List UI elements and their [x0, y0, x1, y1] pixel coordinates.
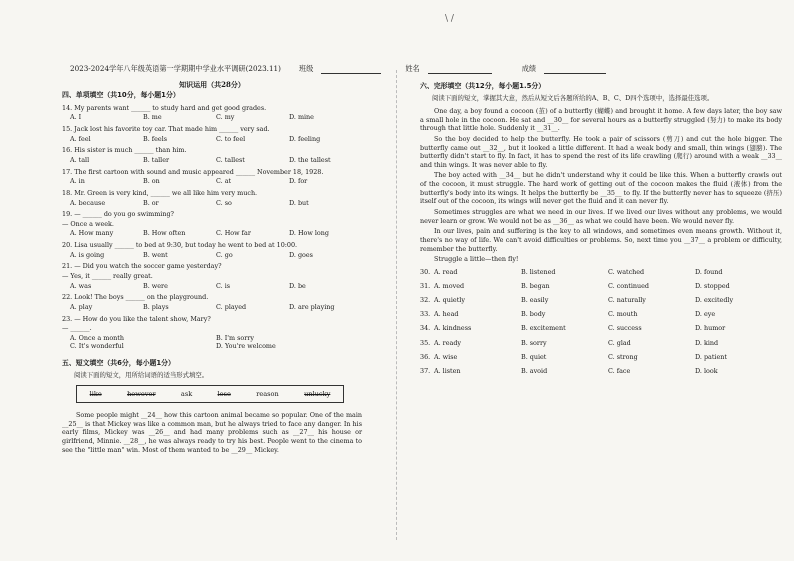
answer-option[interactable]: A. is going	[70, 250, 105, 259]
question-stem: — Once a week.	[62, 219, 114, 228]
answer-option[interactable]: D. How long	[289, 229, 329, 238]
answer-option[interactable]: C. at	[216, 177, 232, 186]
exam-header	[70, 64, 750, 74]
section-6-note: 阅读下面的短文，掌握其大意，然后从短文后各题所给的A、B、C、D四个选项中，选择最佳选项。	[432, 94, 714, 103]
answer-option[interactable]: B. avoid	[521, 366, 548, 375]
answer-option[interactable]: A. head	[434, 310, 459, 319]
cloze-options	[420, 268, 782, 376]
question-stem: — ______.	[62, 324, 92, 333]
cloze-number: 33.	[420, 310, 431, 319]
cloze-option-row	[420, 353, 782, 362]
question-options	[70, 282, 362, 291]
column-divider	[396, 70, 397, 540]
answer-option[interactable]: A. quietly	[434, 296, 465, 305]
cloze-number: 36.	[420, 352, 431, 361]
class-label: 班级	[298, 64, 314, 73]
score-field[interactable]	[544, 65, 606, 74]
answer-option[interactable]: D. feeling	[289, 134, 321, 143]
cloze-number: 32.	[420, 296, 431, 305]
answer-option[interactable]: A. feel	[70, 134, 91, 143]
cloze-option-row	[420, 339, 782, 348]
top-marks: \ /	[445, 14, 454, 24]
answer-option[interactable]: B. were	[143, 281, 168, 290]
answer-option[interactable]: C. played	[216, 302, 247, 311]
answer-option[interactable]: D. kind	[695, 338, 719, 347]
question-stem: 20. Lisa usually ______ to bed at 9:30, but today he went to bed at 10:00.	[62, 241, 298, 250]
answer-option[interactable]: C. continued	[608, 281, 649, 290]
answer-option[interactable]: A. wise	[434, 352, 458, 361]
cloze-number: 37.	[420, 366, 431, 375]
answer-option[interactable]: D. excitedly	[695, 296, 734, 305]
cloze-option-row	[420, 296, 782, 305]
cloze-paragraph: The boy acted with __34__ but he didn't understand why it could be like this. When a butterfly crawls out of the cocoon, it must struggle. The hard work of getting out of the cocoon makes the fluid (液体) from the butterfly's body into its wings. It helps the butterfly be __35__ to fly. If the butterfly never has to squeeze (挤压) itself out of the cocoon, its wings will never get the fluid and it can never fly.	[420, 171, 782, 206]
answer-option[interactable]: D. mine	[289, 113, 314, 122]
answer-option[interactable]: D. patient	[695, 352, 727, 361]
cloze-paragraph: So the boy decided to help the butterfly. He took a pair of scissors (剪刀) and cut the hole bigger. The butterfly came out __32__, but it looked a little different. It had a weak body and small, thin wings (翅膀). The butterfly didn't start to fly. In fact, it has to spend the rest of its life crawling (爬行) around with a weak __33__ and thin wings. It was never able to fly.	[420, 134, 782, 169]
answer-option[interactable]: C. glad	[608, 338, 631, 347]
question-stem: 17. The first cartoon with sound and music appeared ______ November 18, 1928.	[62, 167, 324, 176]
answer-option[interactable]: C. It's wonderful	[70, 342, 124, 351]
cloze-paragraph: Struggle a little—then fly!	[434, 255, 519, 264]
name-label: 姓名	[405, 64, 420, 73]
section-6-title: 六、完形填空（共12分，每小题1.5分）	[420, 82, 546, 90]
answer-option[interactable]: C. my	[216, 113, 235, 122]
question-options	[70, 156, 362, 165]
section-5-note: 阅读下面的短文，用所给词语的适当形式填空。	[74, 371, 209, 380]
answer-option[interactable]: C. watched	[608, 267, 645, 276]
answer-option[interactable]: B. excitement	[521, 324, 566, 333]
score-label: 成绩	[521, 64, 537, 73]
answer-option[interactable]: D. are playing	[289, 302, 335, 311]
answer-option[interactable]: B. on	[143, 177, 160, 186]
answer-option[interactable]: C. to feel	[216, 134, 246, 143]
cloze-option-row	[420, 310, 782, 319]
word-bank-item: however	[127, 389, 156, 398]
answer-option[interactable]: D. found	[695, 267, 723, 276]
answer-option[interactable]: A. was	[70, 281, 92, 290]
question-stem: 15. Jack lost his favorite toy car. That made him ______ very sad.	[62, 125, 270, 134]
section-4-title: 四、单项填空（共10分，每小题1分）	[62, 91, 180, 100]
question-stem: 22. Look! The boys ______ on the playground.	[62, 293, 209, 302]
exam-title: 2023-2024学年八年级英语第一学期期中学业水平调研(2023.11)	[70, 64, 281, 73]
right-column	[420, 80, 782, 381]
answer-option[interactable]: D. humor	[695, 324, 726, 333]
answer-option[interactable]: D. You're welcome	[216, 342, 276, 351]
word-bank-item: ask	[180, 389, 193, 398]
word-bank-item: reason	[256, 389, 279, 398]
answer-option[interactable]: B. me	[143, 113, 162, 122]
answer-option[interactable]: A. ready	[434, 338, 462, 347]
answer-option[interactable]: D. the tallest	[289, 155, 331, 164]
answer-option[interactable]: A. because	[70, 198, 106, 207]
answer-option[interactable]: C. strong	[608, 352, 638, 361]
question-stem: 23. — How do you like the talent show, Mary?	[62, 314, 211, 323]
answer-option[interactable]: B. I'm sorry	[216, 333, 254, 342]
answer-option[interactable]: B. taller	[143, 155, 170, 164]
cloze-paragraph: Sometimes struggles are what we need in our lives. If we lived our lives without any problems, we would never learn or grow. We would not be as __36__ as what we could have been. We would never fly.	[420, 208, 782, 225]
cloze-number: 34.	[420, 324, 431, 333]
section-5-title: 五、短文填空（共6分，每小题1分）	[62, 359, 175, 368]
question-stem: 21. — Did you watch the soccer game yesterday?	[62, 262, 222, 271]
answer-option[interactable]: A. tall	[70, 155, 90, 164]
answer-option[interactable]: B. body	[521, 310, 546, 319]
answer-option[interactable]: A. listen	[434, 366, 461, 375]
answer-option[interactable]: A. How many	[70, 229, 114, 238]
answer-option[interactable]: C. tallest	[216, 155, 245, 164]
word-bank-item: lose	[217, 389, 231, 398]
passage-paragraph: Some people might __24__ how this cartoon animal became so popular. One of the main __25__ is that Mickey was like a common man, but he always tried to face any danger. In his early films, Mickey was __26__ and had many problems such as __27__ his house or girlfriend, Minnie. __28__, he was always ready to try his best. People went to the cinema to see the "little man" win. Most of them wanted to be __29__ Mickey.	[62, 411, 362, 454]
question-options	[70, 229, 362, 238]
question-stem: 16. His sister is much ______ than him.	[62, 146, 187, 155]
answer-option[interactable]: C. How far	[216, 229, 251, 238]
answer-option[interactable]: A. kindness	[434, 324, 472, 333]
cloze-option-row	[420, 282, 782, 291]
answer-option[interactable]: D. for	[289, 177, 308, 186]
answer-option[interactable]: D. goes	[289, 250, 313, 259]
answer-option[interactable]: D. be	[289, 281, 306, 290]
answer-option[interactable]: B. easily	[521, 296, 549, 305]
answer-option[interactable]: A. read	[434, 267, 458, 276]
question-options	[70, 303, 362, 312]
answer-option[interactable]: A. play	[70, 302, 93, 311]
part-title: 知识运用（共28分）	[179, 80, 245, 89]
cloze-paragraph: In our lives, pain and suffering is the key to all windows, and sometimes even means growth. Without it, there's no way of life. We can't avoid difficulties or problems. So, next time you __37__ a problem or difficulty, remember the butterfly.	[420, 227, 782, 253]
answer-option[interactable]: B. feels	[143, 134, 168, 143]
cloze-option-row	[420, 324, 782, 333]
question-options	[70, 135, 362, 144]
answer-option[interactable]: C. face	[608, 366, 631, 375]
word-bank-item: like	[89, 389, 102, 398]
question-options	[70, 334, 362, 351]
answer-option[interactable]: B. went	[143, 250, 168, 259]
multiple-choice-list	[62, 104, 362, 351]
name-field[interactable]	[428, 65, 492, 74]
cloze-passage	[420, 107, 782, 264]
word-bank-item: unlucky	[304, 389, 331, 398]
question-options	[70, 251, 362, 260]
answer-option[interactable]: D. look	[695, 366, 718, 375]
answer-option[interactable]: A. Once a month	[70, 333, 124, 342]
question-options	[70, 177, 362, 186]
answer-option[interactable]: A. in	[70, 177, 85, 186]
answer-option[interactable]: B. plays	[143, 302, 169, 311]
cloze-number: 30.	[420, 267, 431, 276]
answer-option[interactable]: B. began	[521, 281, 550, 290]
cloze-paragraph: One day, a boy found a cocoon (茧) of a butterfly (蝴蝶) and brought it home. A few days later, the boy saw a small hole in the cocoon. He sat and __30__ for several hours as a butterfly struggled (努力) to make its body through that little hole. Suddenly it __31__.	[420, 106, 782, 133]
answer-option[interactable]: B. How often	[143, 229, 186, 238]
section-5-passage	[62, 411, 362, 454]
question-stem: 14. My parents want ______ to study hard and get good grades.	[62, 103, 267, 112]
answer-option[interactable]: C. naturally	[608, 296, 646, 305]
answer-option[interactable]: D. stopped	[695, 281, 730, 290]
answer-option[interactable]: C. mouth	[608, 310, 638, 319]
question-options	[70, 199, 362, 208]
class-field[interactable]	[321, 65, 381, 74]
question-stem: — Yes, it ______ really great.	[62, 272, 153, 280]
question-stem: 19. — ______ do you go swimming?	[62, 210, 174, 219]
question-stem: 18. Mr. Green is very kind, ______ we all like him very much.	[62, 188, 258, 197]
answer-option[interactable]: D. eye	[695, 310, 716, 319]
answer-option[interactable]: C. so	[216, 198, 232, 207]
cloze-number: 35.	[420, 338, 431, 347]
answer-option[interactable]: C. is	[216, 281, 231, 290]
answer-option[interactable]: B. listened	[521, 267, 556, 276]
answer-option[interactable]: D. but	[289, 198, 309, 207]
cloze-number: 31.	[420, 281, 431, 290]
answer-option[interactable]: B. quiet	[521, 352, 547, 361]
answer-option[interactable]: A. moved	[434, 281, 465, 290]
left-column	[62, 80, 362, 456]
cloze-option-row	[420, 268, 782, 277]
answer-option[interactable]: B. sorry	[521, 338, 547, 347]
answer-option[interactable]: B. or	[143, 198, 159, 207]
answer-option[interactable]: C. success	[608, 324, 642, 333]
answer-option[interactable]: C. go	[216, 250, 233, 259]
word-bank	[76, 385, 344, 403]
cloze-option-row	[420, 367, 782, 376]
question-options	[70, 113, 362, 122]
answer-option[interactable]: A. I	[70, 113, 82, 122]
